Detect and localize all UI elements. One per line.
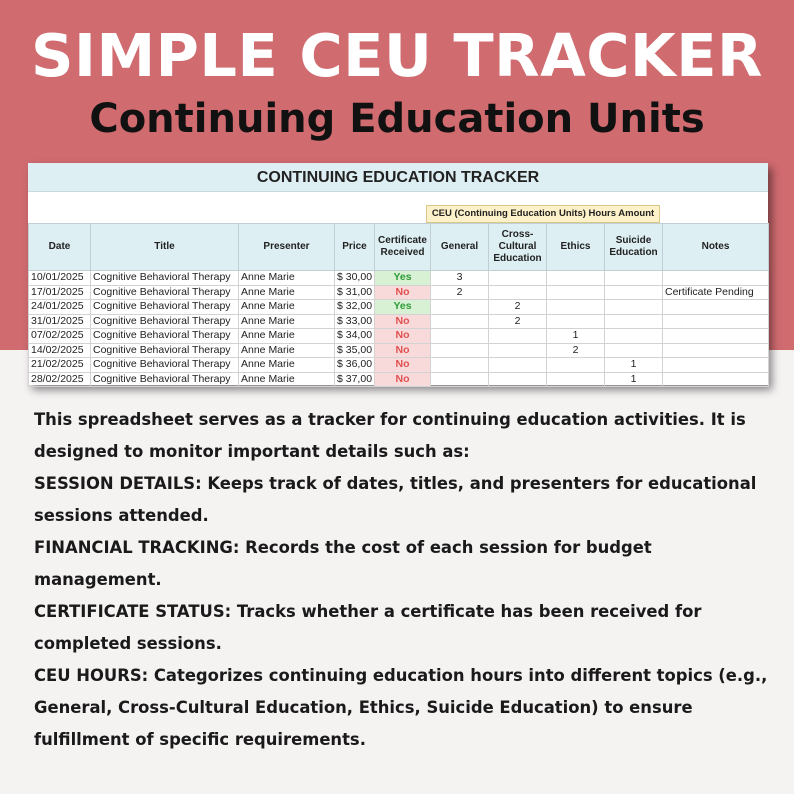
description-intro: This spreadsheet serves as a tracker for continuing education activities. It is designed to monitor important details such as: xyxy=(34,410,746,461)
cell-cross[interactable] xyxy=(489,285,547,300)
cell-presenter[interactable]: Anne Marie xyxy=(239,329,335,344)
cell-presenter[interactable]: Anne Marie xyxy=(239,358,335,373)
col-header-certificate[interactable]: Certificate Received xyxy=(375,224,431,271)
cell-presenter[interactable]: Anne Marie xyxy=(239,343,335,358)
cell-cert[interactable]: No xyxy=(375,314,431,329)
cell-title[interactable]: Cognitive Behavioral Therapy xyxy=(91,314,239,329)
cell-price[interactable]: $ 31,00 xyxy=(335,285,375,300)
cell-price[interactable]: $ 30,00 xyxy=(335,271,375,286)
cell-date[interactable]: 28/02/2025 xyxy=(29,372,91,387)
table-header-row xyxy=(29,224,769,271)
col-header-price[interactable]: Price xyxy=(335,224,375,271)
cell-price[interactable]: $ 37,00 xyxy=(335,372,375,387)
cell-title[interactable]: Cognitive Behavioral Therapy xyxy=(91,358,239,373)
cell-date[interactable]: 14/02/2025 xyxy=(29,343,91,358)
cell-title[interactable]: Cognitive Behavioral Therapy xyxy=(91,271,239,286)
cell-ethics[interactable] xyxy=(547,372,605,387)
cell-cross[interactable] xyxy=(489,358,547,373)
cell-notes[interactable] xyxy=(663,271,769,286)
cell-general[interactable] xyxy=(431,343,489,358)
cell-cross[interactable] xyxy=(489,343,547,358)
cell-cross[interactable] xyxy=(489,329,547,344)
cell-title[interactable]: Cognitive Behavioral Therapy xyxy=(91,285,239,300)
cell-cert[interactable]: No xyxy=(375,329,431,344)
cell-notes[interactable] xyxy=(663,300,769,315)
spreadsheet-preview xyxy=(28,163,768,385)
cell-general[interactable] xyxy=(431,358,489,373)
col-header-cross-cultural[interactable]: Cross-Cultural Education xyxy=(489,224,547,271)
table-body xyxy=(29,271,769,387)
table-row xyxy=(29,300,769,315)
col-header-presenter[interactable]: Presenter xyxy=(239,224,335,271)
cell-suicide[interactable] xyxy=(605,329,663,344)
cell-date[interactable]: 07/02/2025 xyxy=(29,329,91,344)
ceu-table xyxy=(28,223,769,387)
description-financial-tracking: FINANCIAL TRACKING: Records the cost of each session for budget management. xyxy=(34,538,652,589)
cell-notes[interactable] xyxy=(663,343,769,358)
cell-cert[interactable]: No xyxy=(375,372,431,387)
cell-ethics[interactable]: 1 xyxy=(547,329,605,344)
cell-cert[interactable]: Yes xyxy=(375,300,431,315)
col-header-ethics[interactable]: Ethics xyxy=(547,224,605,271)
table-row xyxy=(29,372,769,387)
cell-notes[interactable] xyxy=(663,314,769,329)
main-title: SIMPLE CEU TRACKER xyxy=(31,21,763,90)
cell-suicide[interactable] xyxy=(605,271,663,286)
cell-presenter[interactable]: Anne Marie xyxy=(239,271,335,286)
table-row xyxy=(29,314,769,329)
description-certificate-status: CERTIFICATE STATUS: Tracks whether a certificate has been received for completed sessions. xyxy=(34,602,702,653)
table-row xyxy=(29,358,769,373)
cell-suicide[interactable] xyxy=(605,300,663,315)
cell-general[interactable] xyxy=(431,314,489,329)
table-row xyxy=(29,285,769,300)
cell-cross[interactable] xyxy=(489,271,547,286)
cell-notes[interactable] xyxy=(663,358,769,373)
cell-ethics[interactable] xyxy=(547,358,605,373)
cell-presenter[interactable]: Anne Marie xyxy=(239,285,335,300)
cell-cert[interactable]: No xyxy=(375,358,431,373)
description xyxy=(34,404,770,756)
cell-suicide[interactable] xyxy=(605,285,663,300)
cell-title[interactable]: Cognitive Behavioral Therapy xyxy=(91,329,239,344)
cell-general[interactable]: 2 xyxy=(431,285,489,300)
cell-ethics[interactable] xyxy=(547,300,605,315)
col-header-notes[interactable]: Notes xyxy=(663,224,769,271)
description-session-details: SESSION DETAILS: Keeps track of dates, titles, and presenters for educational sessions attended. xyxy=(34,474,757,525)
cell-price[interactable]: $ 33,00 xyxy=(335,314,375,329)
subtitle: Continuing Education Units xyxy=(89,96,705,142)
cell-notes[interactable] xyxy=(663,372,769,387)
cell-cert[interactable]: No xyxy=(375,343,431,358)
cell-cross[interactable] xyxy=(489,372,547,387)
cell-ethics[interactable] xyxy=(547,314,605,329)
cell-price[interactable]: $ 34,00 xyxy=(335,329,375,344)
cell-notes[interactable] xyxy=(663,329,769,344)
cell-date[interactable]: 31/01/2025 xyxy=(29,314,91,329)
table-row xyxy=(29,329,769,344)
cell-suicide[interactable] xyxy=(605,343,663,358)
cell-suicide[interactable]: 1 xyxy=(605,358,663,373)
cell-notes[interactable]: Certificate Pending xyxy=(663,285,769,300)
col-header-date[interactable]: Date xyxy=(29,224,91,271)
col-header-general[interactable]: General xyxy=(431,224,489,271)
cell-presenter[interactable]: Anne Marie xyxy=(239,314,335,329)
cell-ethics[interactable]: 2 xyxy=(547,343,605,358)
cell-suicide[interactable]: 1 xyxy=(605,372,663,387)
col-header-suicide[interactable]: Suicide Education xyxy=(605,224,663,271)
cell-cert[interactable]: Yes xyxy=(375,271,431,286)
table-row xyxy=(29,343,769,358)
sheet-title: CONTINUING EDUCATION TRACKER xyxy=(28,163,768,192)
cell-ethics[interactable] xyxy=(547,271,605,286)
cell-cross[interactable]: 2 xyxy=(489,300,547,315)
cell-date[interactable]: 10/01/2025 xyxy=(29,271,91,286)
cell-title[interactable]: Cognitive Behavioral Therapy xyxy=(91,372,239,387)
cell-date[interactable]: 24/01/2025 xyxy=(29,300,91,315)
col-header-title[interactable]: Title xyxy=(91,224,239,271)
cell-general[interactable] xyxy=(431,372,489,387)
cell-suicide[interactable] xyxy=(605,314,663,329)
cell-presenter[interactable]: Anne Marie xyxy=(239,372,335,387)
cell-presenter[interactable]: Anne Marie xyxy=(239,300,335,315)
description-ceu-hours: CEU HOURS: Categorizes continuing education hours into different topics (e.g., General, Cross-Cultural Education, Ethics, Suicide Education) to ensure fulfillment of specific requirements. xyxy=(34,666,768,749)
cell-title[interactable]: Cognitive Behavioral Therapy xyxy=(91,343,239,358)
cell-date[interactable]: 17/01/2025 xyxy=(29,285,91,300)
cell-ethics[interactable] xyxy=(547,285,605,300)
cell-cross[interactable]: 2 xyxy=(489,314,547,329)
cell-price[interactable]: $ 35,00 xyxy=(335,343,375,358)
table-row xyxy=(29,271,769,286)
cell-general[interactable]: 3 xyxy=(431,271,489,286)
cell-title[interactable]: Cognitive Behavioral Therapy xyxy=(91,300,239,315)
cell-price[interactable]: $ 32,00 xyxy=(335,300,375,315)
cell-price[interactable]: $ 36,00 xyxy=(335,358,375,373)
cell-general[interactable] xyxy=(431,329,489,344)
cell-date[interactable]: 21/02/2025 xyxy=(29,358,91,373)
cell-general[interactable] xyxy=(431,300,489,315)
cell-cert[interactable]: No xyxy=(375,285,431,300)
ceu-group-header: CEU (Continuing Education Units) Hours Amount xyxy=(426,205,660,223)
